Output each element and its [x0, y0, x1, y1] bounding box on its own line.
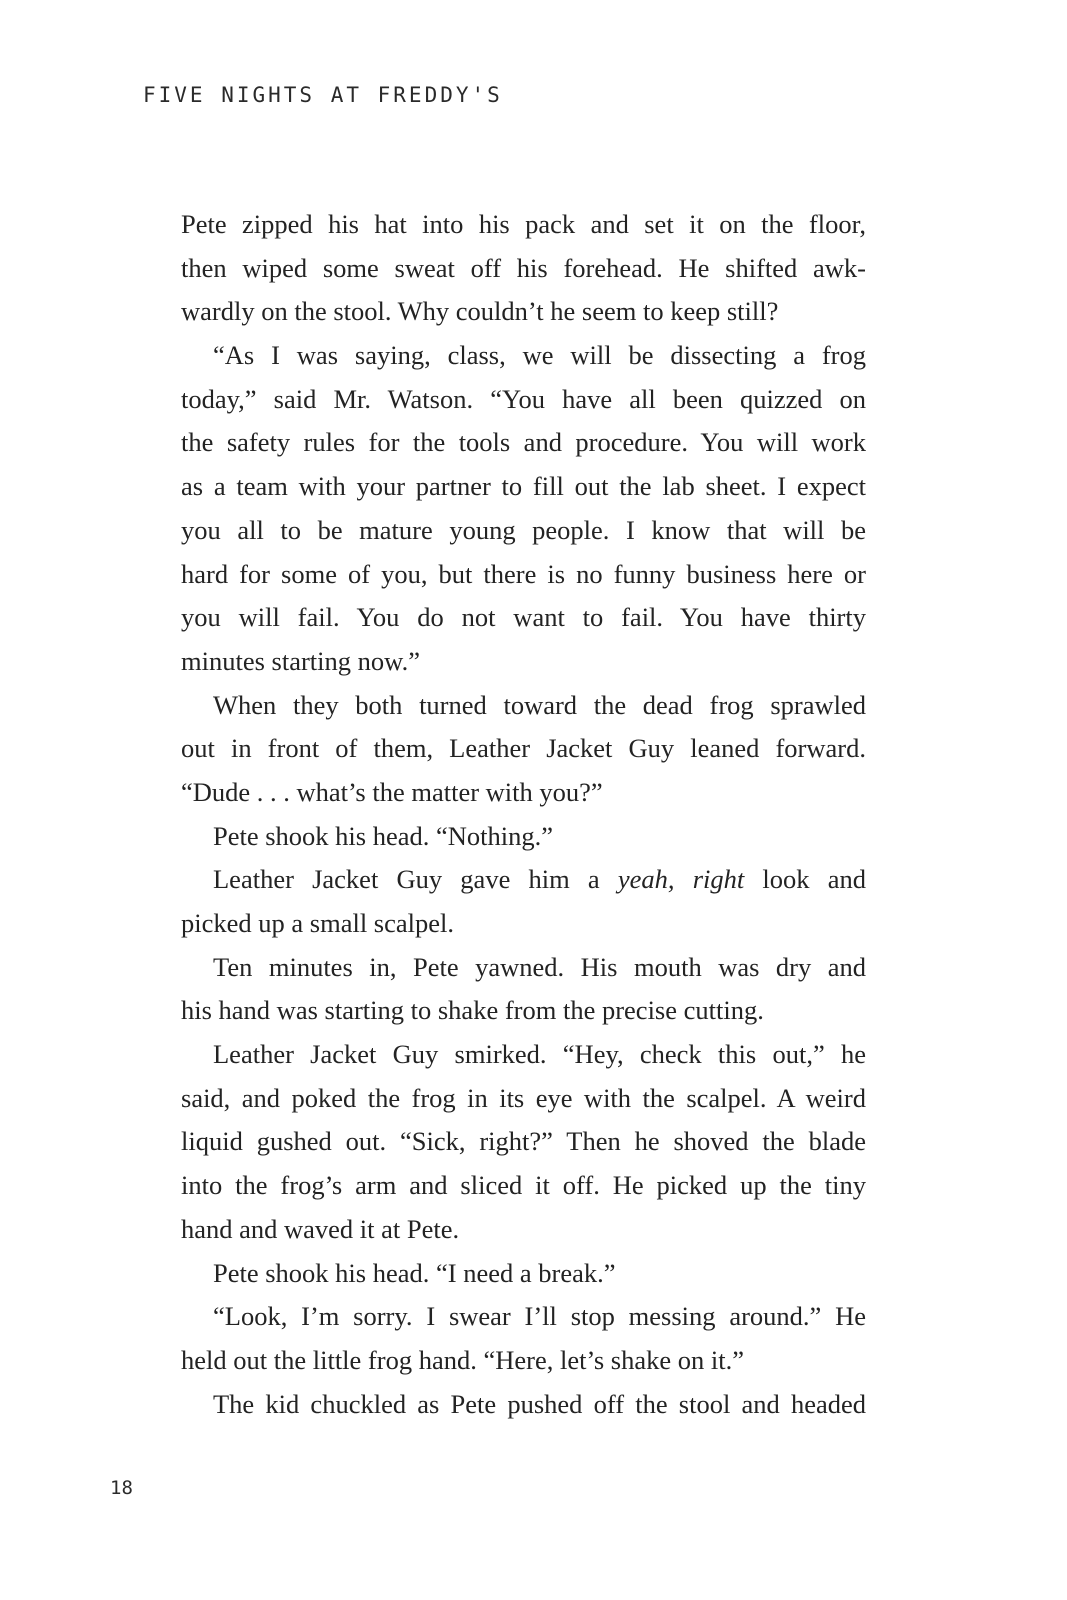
text-line: When they both turned toward the dead frog sprawled — [213, 689, 866, 720]
text-line: minutes starting now.” — [181, 645, 420, 676]
text-line: Pete zipped his hat into his pack and set it on the floor, — [181, 209, 866, 239]
text-line: you all to be mature young people. I know that will be — [181, 514, 866, 545]
text-line: the safety rules for the tools and procedure. You will work — [181, 427, 866, 458]
text-line: liquid gushed out. “Sick, right?” Then he shoved the blade — [181, 1126, 866, 1157]
text-line: Pete shook his head. “I need a break.” — [213, 1257, 616, 1288]
text-line: “As I was saying, class, we will be dissecting a frog — [213, 340, 866, 371]
text-line: you will fail. You do not want to fail. You have thirty — [181, 602, 866, 633]
text-line: as a team with your partner to fill out the lab sheet. I expect — [181, 471, 866, 502]
text-segment: look and — [744, 864, 866, 895]
text-line-italic-phrase — [181, 858, 866, 902]
text-line: “Dude . . . what’s the matter with you?” — [181, 776, 603, 807]
text-line: picked up a small scalpel. — [181, 908, 455, 938]
text-line: wardly on the stool. Why couldn’t he seem to keep still? — [181, 296, 779, 327]
text-line: The kid chuckled as Pete pushed off the stool and headed — [213, 1388, 866, 1419]
text-line: said, and poked the frog in its eye with the scalpel. A weird — [181, 1082, 866, 1113]
italic-phrase: yeah, right — [617, 864, 745, 895]
text-line: then wiped some sweat off his forehead. He shifted awk- — [181, 252, 866, 283]
body-text — [181, 203, 866, 1426]
text-line: hand and waved it at Pete. — [181, 1213, 460, 1244]
text-line: “Look, I’m sorry. I swear I’ll stop messing around.” He — [213, 1301, 866, 1332]
text-line: Leather Jacket Guy smirked. “Hey, check this out,” he — [213, 1039, 866, 1070]
text-line: today,” said Mr. Watson. “You have all been quizzed on — [181, 383, 866, 414]
text-line: into the frog’s arm and sliced it off. He picked up the tiny — [181, 1170, 866, 1201]
text-line: Ten minutes in, Pete yawned. His mouth was dry and — [213, 951, 866, 982]
text-line: his hand was starting to shake from the precise cutting. — [181, 995, 764, 1026]
text-line: held out the little frog hand. “Here, let’s shake on it.” — [181, 1344, 744, 1375]
text-line: Pete shook his head. “Nothing.” — [213, 820, 554, 851]
page-number: 18 — [110, 1477, 133, 1499]
text-segment: Leather Jacket Guy gave him a — [213, 864, 618, 895]
text-line: out in front of them, Leather Jacket Guy leaned forward. — [181, 733, 866, 764]
running-head: FIVE NIGHTS AT FREDDY'S — [143, 83, 503, 107]
text-line: hard for some of you, but there is no funny business here or — [181, 558, 866, 589]
